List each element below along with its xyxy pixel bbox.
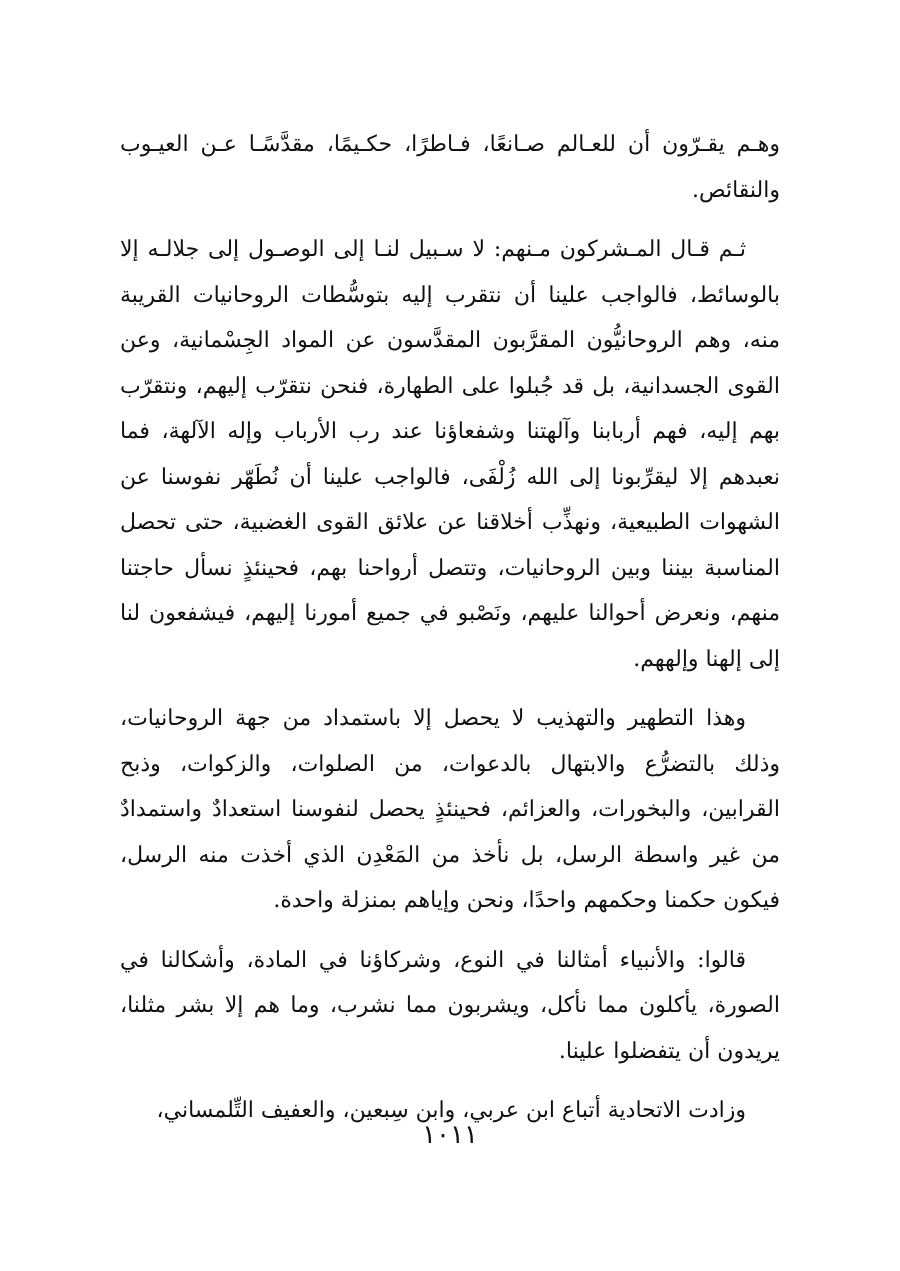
page-number: ١٠١١ bbox=[422, 1120, 478, 1150]
paragraph-3: وهذا التطهير والتهذيب لا يحصل إلا باستمداد من جهة الروحانيات، وذلك بالتضرُّع والابتهال بالدعوات، من الصلوات، والزكوات، وذبح القرابين، والبخورات، والعزائم، فحينئذٍ يحصل لنفوسنا استعدادٌ واستمدادٌ من غير واسطة الرسل، بل نأخذ من المَعْدِن الذي أخذت منه الرسل، فيكون حكمنا وحكمهم واحدًا، ونحن وإياهم بمنزلة واحدة. bbox=[120, 706, 780, 913]
paragraph-2: ثـم قـال المـشركون مـنهم: لا سـبيل لنـا إلى الوصـول إلى جلالـه إلا بالوسائط، فالواجب علينا أن نتقرب إليه بتوسُّطات الروحانيات القريبة منه، وهم الروحانيُّون المقرَّبون المقدَّسون عن المواد الجِسْمانية، وعن القوى الجسدانية، بل قد جُبلوا على الطهارة، فنحن نتقرّب إليهم، ونتقرّب بهم إليه، فهم أربابنا وآلهتنا وشفعاؤنا عند رب الأرباب وإله الآلهة، فما نعبدهم إلا ليقرِّبونا إلى الله زُلْفَى، فالواجب علينا أن نُطَهّر نفوسنا عن الشهوات الطبيعية، ونهذِّب أخلاقنا عن علائق القوى الغضبية، حتى تحصل المناسبة بيننا وبين الروحانيات، وتتصل أرواحنا بهم، فحينئذٍ نسأل حاجتنا منهم، ونعرض أحوالنا عليهم، ونَصْبو في جميع أمورنا إليهم، فيشفعون لنا إلى إلهنا وإلههم. bbox=[120, 237, 780, 672]
page-body bbox=[120, 122, 780, 1148]
paragraph-5: وزادت الاتحادية أتباع ابن عربي، وابن سِبعين، والعفيف التِّلمساني، bbox=[156, 1098, 746, 1123]
paragraph-1: وهـم يقـرّون أن للعـالم صـانعًا، فـاطرًا، حكـيمًا، مقدَّسًـا عـن العيـوب والنقائص. bbox=[120, 132, 780, 203]
paragraph-4: قالوا: والأنبياء أمثالنا في النوع، وشركاؤنا في المادة، وأشكالنا في الصورة، يأكلون مما نأكل، ويشربون مما نشرب، وما هم إلا بشر مثلنا، يريدون أن يتفضلوا علينا. bbox=[120, 947, 780, 1064]
